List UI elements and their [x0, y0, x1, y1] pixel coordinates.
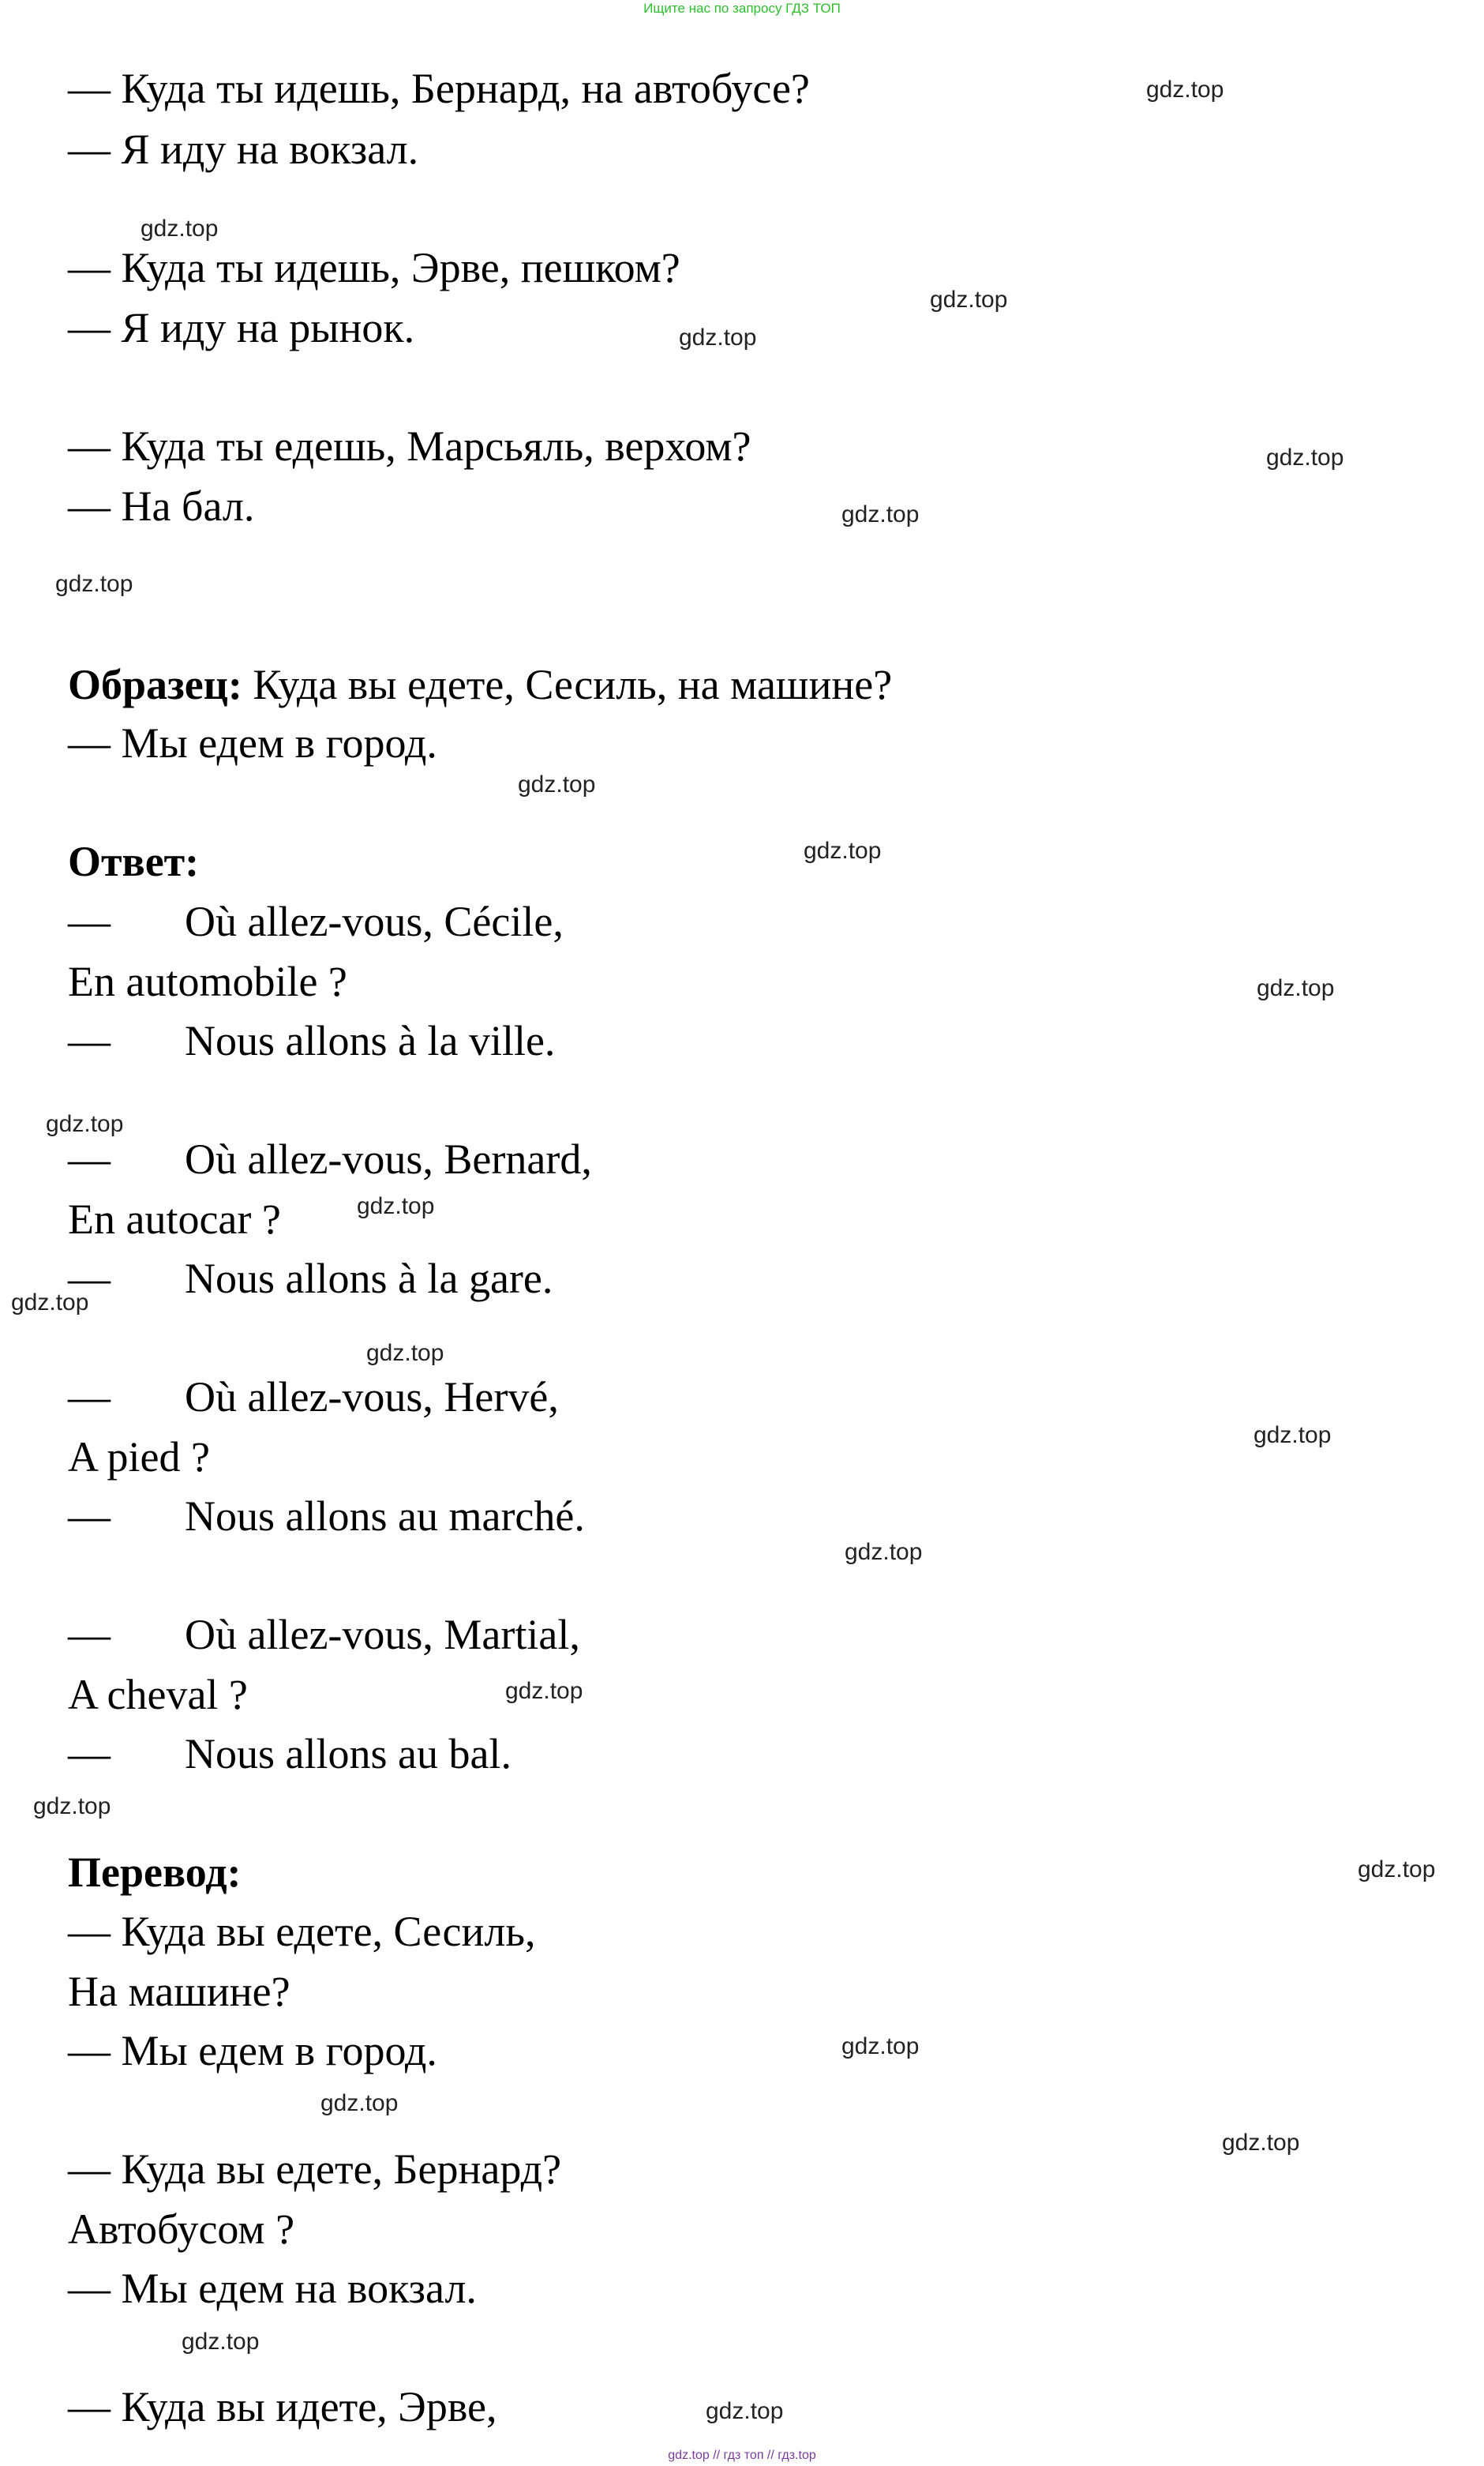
translation-line: — Куда вы идете, Эрве, [68, 2383, 497, 2430]
watermark: gdz.top [357, 1193, 435, 1219]
answer-dash: — [68, 1730, 111, 1777]
sample-line [68, 659, 892, 711]
watermark: gdz.top [141, 216, 219, 242]
answer-line [68, 1608, 580, 1661]
dialogue-line: — Куда ты едешь, Марсьяль, верхом? [68, 422, 751, 470]
watermark: gdz.top [930, 287, 1008, 313]
watermark: gdz.top [804, 838, 882, 864]
translation-line: На машине? [68, 1968, 290, 2015]
answer-text: Nous allons au bal. [185, 1730, 512, 1777]
watermark: gdz.top [706, 2398, 784, 2424]
answer-text: Où allez-vous, Bernard, [185, 1135, 592, 1183]
answer-text: Où allez-vous, Cécile, [185, 898, 564, 945]
answer-line [68, 1252, 553, 1304]
watermark: gdz.top [841, 2033, 920, 2059]
watermark: gdz.top [1266, 445, 1344, 471]
answer-heading [68, 835, 199, 888]
watermark: gdz.top [11, 1289, 89, 1316]
dialogue-line: — Куда ты идешь, Эрве, пешком? [68, 244, 680, 291]
watermark: gdz.top [33, 1793, 111, 1819]
watermark: gdz.top [518, 771, 596, 798]
watermark: gdz.top [182, 2329, 260, 2355]
answer-line: En autocar ? [68, 1195, 281, 1243]
watermark: gdz.top [1358, 1856, 1436, 1882]
watermark: gdz.top [679, 325, 757, 351]
sample-label: Образец: [68, 661, 242, 708]
answer-text: Nous allons à la ville. [185, 1017, 556, 1064]
watermark: gdz.top [1257, 975, 1335, 1001]
translation-heading-text: Перевод: [68, 1849, 242, 1896]
watermark: gdz.top [1146, 77, 1224, 103]
answer-line [68, 1371, 559, 1423]
watermark: gdz.top [55, 571, 133, 597]
watermark: gdz.top [320, 2090, 399, 2116]
watermark: gdz.top [46, 1111, 124, 1137]
watermark: gdz.top [1222, 2130, 1300, 2156]
page-header: Ищите нас по запросу ГДЗ ТОП [643, 1, 841, 16]
page-footer: gdz.top // гдз топ // гдз.top [668, 2449, 816, 2462]
answer-dash: — [68, 898, 111, 945]
answer-heading-text: Ответ: [68, 838, 200, 885]
answer-line [68, 1490, 585, 1542]
answer-line: En automobile ? [68, 958, 347, 1005]
answer-line [68, 1015, 555, 1067]
watermark: gdz.top [505, 1678, 583, 1704]
answer-text: Où allez-vous, Martial, [185, 1611, 580, 1658]
answer-dash: — [68, 1492, 111, 1540]
answer-line [68, 1133, 592, 1185]
sample-reply: — Мы едем в город. [68, 719, 437, 767]
watermark: gdz.top [1254, 1422, 1332, 1448]
watermark: gdz.top [841, 501, 920, 527]
answer-dash: — [68, 1611, 111, 1658]
answer-line [68, 895, 564, 948]
answer-line [68, 1728, 512, 1780]
answer-text: Nous allons à la gare. [185, 1255, 553, 1302]
sample-text: Куда вы едете, Сесиль, на машине? [242, 661, 893, 708]
translation-heading [68, 1846, 242, 1898]
dialogue-line: — На бал. [68, 482, 255, 530]
answer-dash: — [68, 1017, 111, 1064]
answer-text: Nous allons au marché. [185, 1492, 585, 1540]
translation-line: — Куда вы едете, Сесиль, [68, 1908, 536, 1955]
watermark: gdz.top [366, 1340, 444, 1366]
answer-dash: — [68, 1255, 111, 1302]
dialogue-line: — Я иду на вокзал. [68, 126, 419, 173]
watermark: gdz.top [845, 1539, 923, 1565]
translation-line: — Куда вы едете, Бернард? [68, 2145, 562, 2193]
translation-line: — Мы едем на вокзал. [68, 2265, 477, 2312]
answer-dash: — [68, 1373, 111, 1421]
answer-text: Où allez-vous, Hervé, [185, 1373, 559, 1421]
dialogue-line: — Куда ты идешь, Бернард, на автобусе? [68, 65, 810, 112]
translation-line: Автобусом ? [68, 2205, 295, 2253]
answer-line: A cheval ? [68, 1671, 248, 1718]
translation-line: — Мы едем в город. [68, 2027, 437, 2074]
dialogue-line: — Я иду на рынок. [68, 304, 415, 351]
answer-line: A pied ? [68, 1433, 210, 1481]
answer-dash: — [68, 1135, 111, 1183]
